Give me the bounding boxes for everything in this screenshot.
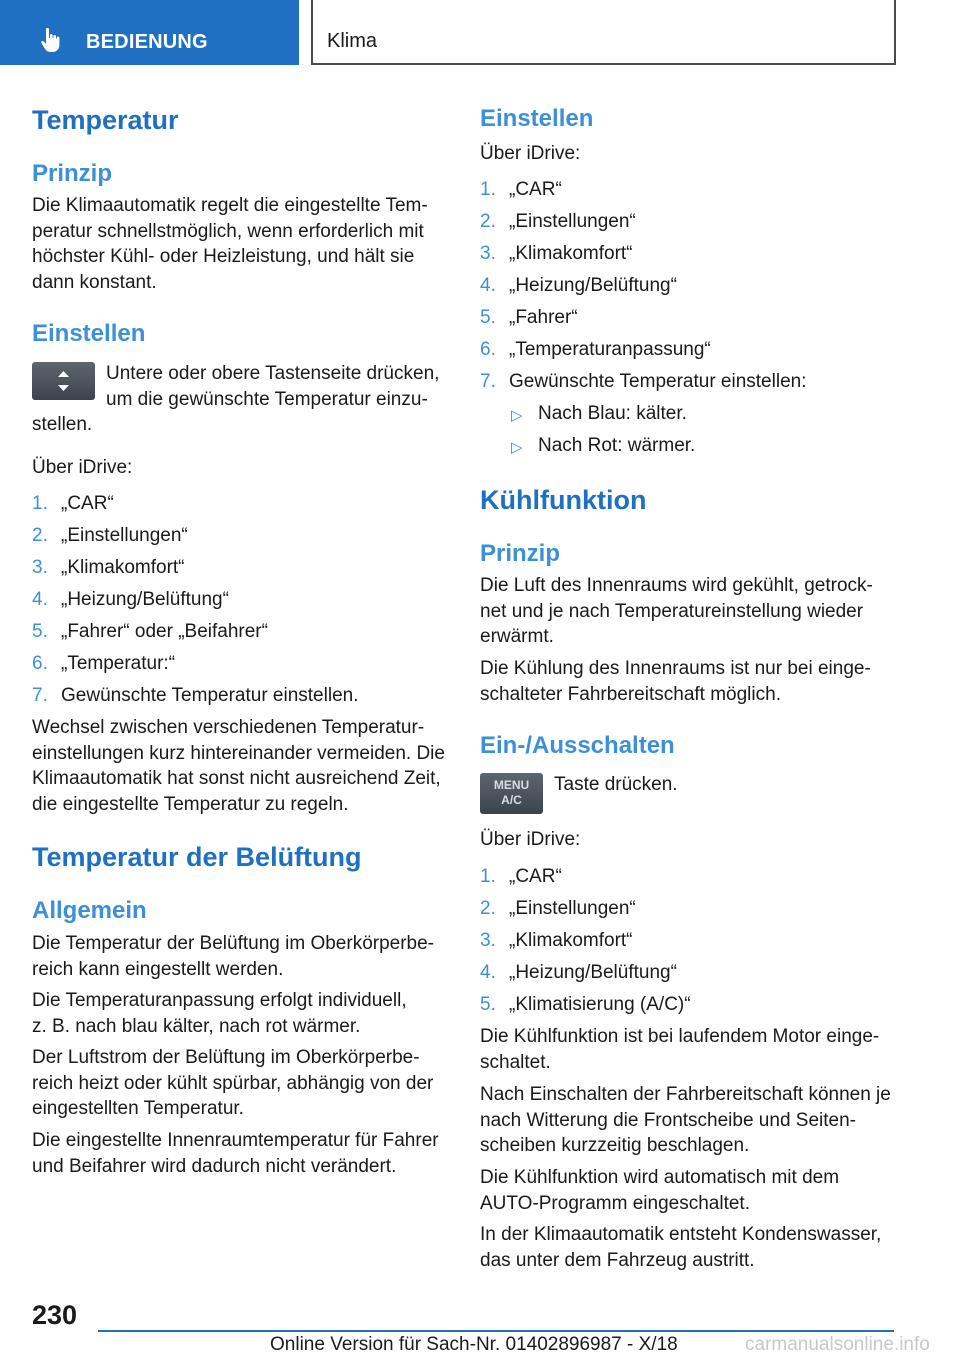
section-tab [0, 0, 299, 65]
prinzip-p1-line-2: net und je nach Temperatureinstellung wieder [480, 600, 864, 622]
kuehl-pb-line-1: Nach Einschalten der Fahrbereitschaft können je [480, 1084, 891, 1105]
section-label: BEDIENUNG [86, 31, 208, 53]
step-number: 3. [480, 243, 496, 264]
step-number: 7. [32, 685, 48, 706]
kuehl-pb-line-2: nach Witterung die Frontscheibe und Seiten- [480, 1109, 856, 1131]
sub-step-text: Nach Rot: wärmer. [538, 435, 696, 456]
taste-text: Taste drücken. [554, 774, 678, 795]
step-number: 4. [32, 589, 48, 610]
prinzip-p1-line-1: Die Luft des Innenraums wird gekühlt, getrock- [480, 575, 873, 596]
kuehl-pd-line-2: das unter dem Fahrzeug austritt. [480, 1249, 755, 1271]
heading-ein-ausschalten: Ein-/Ausschalten [480, 732, 675, 759]
prinzip-line-1: Die Klimaautomatik regelt die eingestellte Tem- [32, 195, 428, 216]
step-number: 1. [480, 179, 496, 200]
step-number: 3. [32, 557, 48, 578]
step-text: „Klimakomfort“ [509, 243, 633, 264]
heading-einstellen-right: Einstellen [480, 105, 594, 132]
allgemein-p3-line-1: Der Luftstrom der Belüftung im Oberkörperbe- [32, 1047, 420, 1068]
step-number: 2. [32, 525, 48, 546]
kuehl-pa-line-1: Die Kühlfunktion ist bei laufendem Motor einge- [480, 1026, 880, 1047]
chapter-label: Klima [327, 30, 378, 52]
heading-temperatur: Temperatur [32, 105, 179, 135]
einstellen-line-2: um die gewünschte Temperatur einzu- [106, 388, 428, 410]
allgemein-p2-line-2: z. B. nach blau kälter, nach rot wärmer. [32, 1015, 361, 1037]
prinzip-line-2: peratur schnellstmöglich, wenn erforderlich mit [32, 220, 424, 242]
up-down-arrows-icon [32, 362, 95, 400]
einstellen-line-1: Untere oder obere Tastenseite drücken, [106, 363, 440, 384]
step-number: 6. [32, 653, 48, 674]
step-number: 1. [32, 493, 48, 514]
step-number: 2. [480, 898, 496, 919]
allgemein-p1-line-2: reich kann eingestellt werden. [32, 958, 284, 980]
idrive-intro-right-2: Über iDrive: [480, 829, 581, 850]
step-number: 5. [480, 307, 496, 328]
rocker-button-image [32, 362, 95, 400]
step-text: „Einstellungen“ [509, 898, 636, 919]
step-text: „CAR“ [61, 493, 114, 514]
prinzip-p2-line-1: Die Kühlung des Innenraums ist nur bei einge- [480, 658, 871, 679]
step-number: 1. [480, 866, 496, 887]
prinzip-p2-line-2: schalteter Fahrbereitschaft möglich. [480, 683, 781, 705]
step-text: „Klimakomfort“ [509, 930, 633, 951]
heading-kuehlfunktion: Kühlfunktion [480, 485, 647, 515]
step-text: Gewünschte Temperatur einstellen. [61, 685, 359, 706]
step-text: „Temperatur:“ [61, 653, 176, 674]
heading-prinzip-right: Prinzip [480, 540, 561, 567]
step-text: „Klimakomfort“ [61, 557, 185, 578]
allgemein-p2-line-1: Die Temperaturanpassung erfolgt individuell, [32, 990, 407, 1011]
step-text: „Fahrer“ [509, 307, 578, 328]
prinzip-line-4: dann konstant. [32, 271, 157, 293]
step-number: 4. [480, 962, 496, 983]
step-number: 5. [32, 621, 48, 642]
online-version-text: Online Version für Sach-Nr. 01402896987 - X/18 [270, 1334, 678, 1355]
allgemein-p1-line-1: Die Temperatur der Belüftung im Oberkörperbe- [32, 933, 435, 954]
step-number: 6. [480, 339, 496, 360]
kuehl-pb-line-3: scheiben kurzzeitig beschlagen. [480, 1135, 750, 1156]
menu-ac-button-image [480, 773, 543, 814]
step-number: 2. [480, 211, 496, 232]
allgemein-p3-line-2: reich heizt oder kühlt spürbar, abhängig von der [32, 1072, 434, 1094]
footer-rule [98, 1330, 894, 1332]
bullet-triangle-icon: ▷ [511, 439, 523, 456]
step-number: 5. [480, 994, 496, 1015]
hand-pointer-icon [38, 26, 66, 54]
step-number: 3. [480, 930, 496, 951]
page-number: 230 [32, 1300, 78, 1330]
wechsel-line-3: Klimaautomatik hat sonst nicht ausreichend Zeit, [32, 768, 441, 789]
kuehl-pa-line-2: schaltet. [480, 1051, 551, 1073]
step-text: „Heizung/Belüftung“ [509, 962, 677, 983]
prinzip-line-3: höchster Kühl- oder Heizleistung, und hält sie [32, 246, 415, 267]
heading-einstellen: Einstellen [32, 320, 146, 347]
kuehl-pd-line-1: In der Klimaautomatik entsteht Kondenswasser, [480, 1224, 882, 1245]
allgemein-p3-line-3: eingestellten Temperatur. [32, 1098, 244, 1119]
step-text: „Temperaturanpassung“ [509, 339, 711, 360]
allgemein-p4-line-1: Die eingestellte Innenraumtemperatur für Fahrer [32, 1130, 439, 1151]
wechsel-line-1: Wechsel zwischen verschiedenen Temperatur- [32, 717, 425, 738]
button-label-ac: A/C [501, 793, 522, 807]
step-text: „Fahrer“ oder „Beifahrer“ [61, 621, 268, 642]
step-text: Gewünschte Temperatur einstellen: [509, 371, 807, 392]
heading-belueftung: Temperatur der Belüftung [32, 842, 362, 872]
idrive-intro: Über iDrive: [32, 457, 133, 478]
bullet-triangle-icon: ▷ [511, 407, 523, 424]
step-text: „Klimatisierung (A/C)“ [509, 994, 691, 1015]
kuehl-pc-line-1: Die Kühlfunktion wird automatisch mit dem [480, 1167, 840, 1188]
wechsel-line-4: die eingestellte Temperatur zu regeln. [32, 793, 349, 815]
chapter-box [311, 0, 896, 65]
step-text: „Heizung/Belüftung“ [61, 589, 229, 610]
step-number: 4. [480, 275, 496, 296]
step-text: „Einstellungen“ [61, 525, 188, 546]
allgemein-p4-line-2: und Beifahrer wird dadurch nicht verändert. [32, 1155, 397, 1177]
heading-allgemein: Allgemein [32, 897, 147, 924]
watermark-text: carmanualsonline.info [745, 1334, 930, 1355]
prinzip-p1-line-3: erwärmt. [480, 626, 554, 647]
sub-step-text: Nach Blau: kälter. [538, 403, 687, 424]
wechsel-line-2: einstellungen kurz hintereinander vermeiden. Die [32, 742, 445, 764]
step-text: „Einstellungen“ [509, 211, 636, 232]
button-label-menu: MENU [493, 778, 530, 792]
heading-prinzip: Prinzip [32, 160, 113, 187]
step-text: „CAR“ [509, 866, 562, 887]
idrive-intro-right: Über iDrive: [480, 143, 581, 164]
einstellen-line-3: stellen. [32, 414, 93, 435]
step-text: „CAR“ [509, 179, 562, 200]
step-number: 7. [480, 371, 496, 392]
kuehl-pc-line-2: AUTO-Programm eingeschaltet. [480, 1192, 750, 1214]
step-text: „Heizung/Belüftung“ [509, 275, 677, 296]
